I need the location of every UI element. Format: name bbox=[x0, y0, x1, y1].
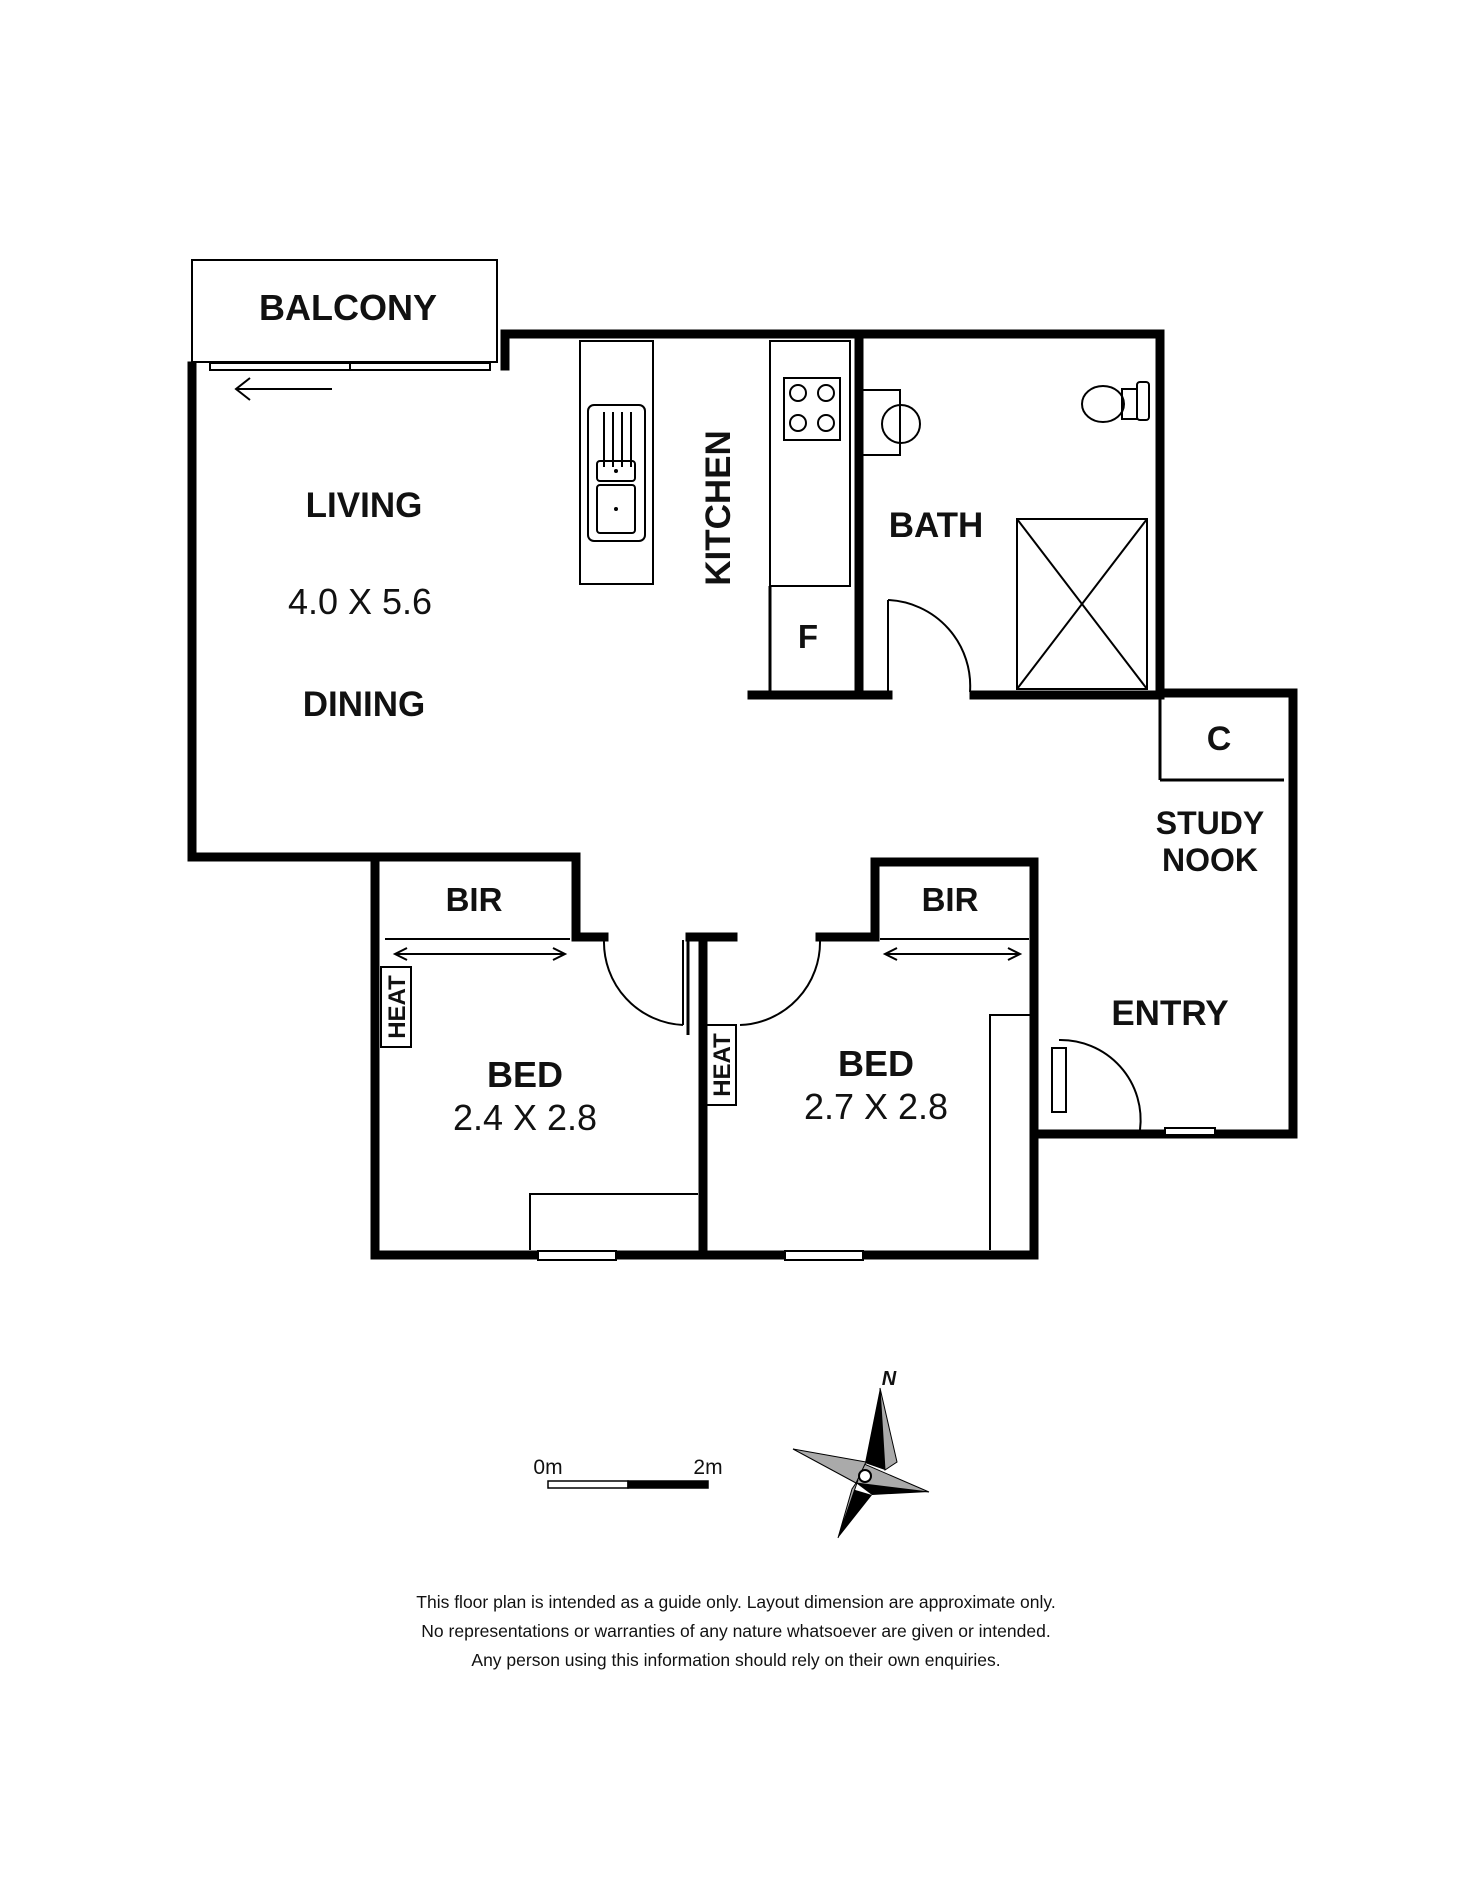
study-nook-label-line2: NOOK bbox=[1162, 842, 1258, 878]
fridge-label: F bbox=[797, 618, 819, 655]
living-dimensions: 4.0 X 5.6 bbox=[287, 581, 433, 622]
scale-end-label: 2m bbox=[693, 1456, 723, 1479]
bed1-dimensions: 2.4 X 2.8 bbox=[452, 1097, 598, 1138]
heat-right-label: HEAT bbox=[709, 1033, 736, 1097]
balcony-label: BALCONY bbox=[259, 287, 437, 328]
disclaimer bbox=[0, 1588, 1472, 1675]
compass-north-label: N bbox=[881, 1368, 897, 1390]
bir-right bbox=[880, 939, 1029, 960]
cupboard-label: C bbox=[1206, 720, 1232, 758]
bath-door[interactable] bbox=[888, 600, 970, 695]
study-nook-label-line1: STUDY bbox=[1155, 805, 1265, 841]
bed1-label: BED bbox=[486, 1054, 564, 1095]
kitchen-island bbox=[580, 341, 653, 584]
exterior-walls bbox=[192, 334, 1293, 1255]
disclaimer-line: This floor plan is intended as a guide only. Layout dimension are approximate only. bbox=[416, 1592, 1056, 1612]
disclaimer-line: Any person using this information should rely on their own enquiries. bbox=[471, 1650, 1001, 1670]
bir-left bbox=[385, 939, 570, 960]
bed1-door[interactable] bbox=[604, 940, 683, 1025]
toilet bbox=[1082, 382, 1149, 422]
entry-door[interactable] bbox=[1052, 1040, 1215, 1135]
compass-rose-icon bbox=[793, 1388, 929, 1538]
living-label: LIVING bbox=[305, 486, 423, 525]
bath-vanity bbox=[860, 390, 920, 455]
entry-label: ENTRY bbox=[1111, 994, 1229, 1033]
bed2-wardrobe bbox=[990, 1015, 1030, 1250]
scale-start-label: 0m bbox=[533, 1456, 563, 1479]
bed1-desk bbox=[530, 1194, 698, 1250]
sliding-door bbox=[210, 363, 490, 400]
heat-left-label: HEAT bbox=[384, 975, 411, 1039]
disclaimer-line: No representations or warranties of any nature whatsoever are given or intended. bbox=[421, 1621, 1051, 1641]
bed2-label: BED bbox=[837, 1043, 915, 1084]
bed2-dimensions: 2.7 X 2.8 bbox=[803, 1086, 949, 1127]
bed2-door[interactable] bbox=[704, 940, 820, 1025]
kitchen-label: KITCHEN bbox=[699, 430, 738, 586]
bir-left-label: BIR bbox=[445, 881, 503, 918]
scale-bar bbox=[548, 1481, 708, 1488]
shower bbox=[1017, 519, 1147, 689]
bir-right-label: BIR bbox=[921, 881, 979, 918]
dining-label: DINING bbox=[302, 685, 426, 724]
bath-label: BATH bbox=[888, 506, 984, 545]
